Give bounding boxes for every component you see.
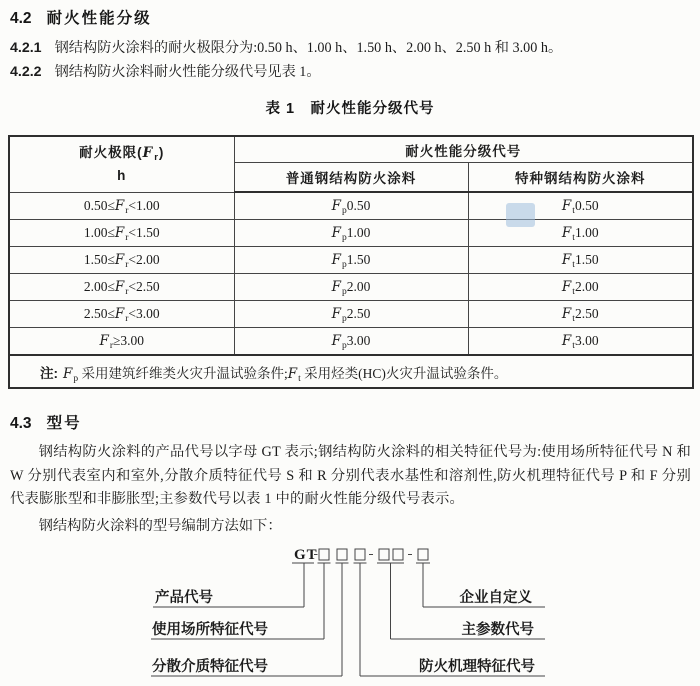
- label-param: 主参数代号: [461, 622, 534, 638]
- code-box-medium: [337, 549, 347, 560]
- clause-4-2-2: [10, 61, 698, 81]
- table-row: [9, 301, 693, 328]
- paragraph-model-method: 钢结构防火涂料的型号编制方法如下：: [38, 518, 282, 534]
- header-cell-special: 特种钢结构防火涂料: [468, 163, 693, 193]
- code-box-param-2: [393, 549, 403, 560]
- cell-ft: $F_t1.50$: [468, 247, 693, 274]
- section-title: 耐火性能分级: [46, 10, 152, 27]
- cell-limit: $1.50\le F_r<2.00$: [9, 247, 234, 274]
- header-cell-limit: [9, 136, 234, 192]
- label-mechanism: 防火机理特征代号: [419, 659, 535, 675]
- cell-ft: $F_t0.50$: [468, 192, 693, 220]
- section-heading-4-2: [10, 6, 152, 28]
- clause-number: 4.2.1: [10, 40, 42, 56]
- section-number: 4.3: [10, 415, 32, 432]
- clause-text: 钢结构防火涂料的耐火极限分为:0.50 h、1.00 h、1.50 h、2.00 h、2.50 h 和 3.00 h。: [54, 40, 563, 56]
- cell-limit: $F_r\ge 3.00$: [9, 328, 234, 356]
- header-limit-line1: 耐火极限$(F_r)$: [79, 145, 165, 164]
- clause-number: 4.2.2: [10, 64, 42, 80]
- code-box-param-1: [379, 549, 389, 560]
- blue-watermark-stamp: [506, 203, 535, 227]
- code-box-place: [319, 549, 329, 560]
- table-row: [9, 192, 693, 220]
- table-row: [9, 328, 693, 356]
- cell-ft: $F_t1.00$: [468, 220, 693, 247]
- cell-fp: $F_p0.50$: [234, 192, 468, 220]
- paragraph-model-codes: 钢结构防火涂料的产品代号以字母 GT 表示;钢结构防火涂料的相关特征代号为:使用场所特征代号 N 和 W 分别代表室内和室外,分散介质特征代号 S 和 R 分别代表水基性和溶剂性,防火机理特征代号 P 和 F 分别代表膨胀型和非膨胀型;主参数代号以表 1 中的耐火性能分级代号表示。: [10, 444, 691, 508]
- clause-text: 钢结构防火涂料耐火性能分级代号见表 1。: [54, 64, 321, 80]
- section-heading-4-3: [10, 411, 82, 433]
- section-number: 4.2: [10, 10, 32, 27]
- label-product: 产品代号: [155, 590, 213, 606]
- label-medium: 分散介质特征代号: [152, 659, 268, 675]
- model-code-diagram: [0, 536, 700, 686]
- cell-fp: $F_p1.50$: [234, 247, 468, 274]
- cell-limit: $0.50\le F_r<1.00$: [9, 192, 234, 220]
- table-row: [9, 220, 693, 247]
- cell-limit: $2.00\le F_r<2.50$: [9, 274, 234, 301]
- fire-rating-table: [8, 135, 694, 389]
- cell-fp: $F_p2.00$: [234, 274, 468, 301]
- cell-ft: $F_t2.00$: [468, 274, 693, 301]
- header-cell-ordinary: 普通钢结构防火涂料: [234, 163, 468, 193]
- note-label: 注:: [40, 365, 58, 381]
- clause-4-2-1: [10, 37, 698, 57]
- cell-fp: $F_p3.00$: [234, 328, 468, 356]
- cell-ft: $F_t3.00$: [468, 328, 693, 356]
- section-title: 型号: [46, 415, 82, 432]
- cell-limit: $1.00\le F_r<1.50$: [9, 220, 234, 247]
- header-cell-group: 耐火性能分级代号: [234, 136, 693, 163]
- table-row: [9, 247, 693, 274]
- header-row-1: [9, 136, 693, 163]
- code-box-custom: [418, 549, 428, 560]
- table-note-row: [9, 355, 693, 388]
- cell-limit: $2.50\le F_r<3.00$: [9, 301, 234, 328]
- label-place: 使用场所特征代号: [152, 622, 268, 638]
- code-prefix: GT: [294, 547, 318, 563]
- table-caption: 表 1 耐火性能分级代号: [265, 101, 435, 117]
- cell-fp: $F_p2.50$: [234, 301, 468, 328]
- label-custom: 企业自定义: [459, 590, 532, 606]
- cell-fp: $F_p1.00$: [234, 220, 468, 247]
- cell-ft: $F_t2.50$: [468, 301, 693, 328]
- table-row: [9, 274, 693, 301]
- header-limit-unit: h: [117, 167, 127, 183]
- code-box-mechanism: [355, 549, 365, 560]
- symbol-F: F: [142, 145, 154, 162]
- table-note: 注: $F_p$ 采用建筑纤维类火灾升温试验条件$;F_t$ 采用烃类(HC)火灾升温试验条件。: [9, 355, 693, 388]
